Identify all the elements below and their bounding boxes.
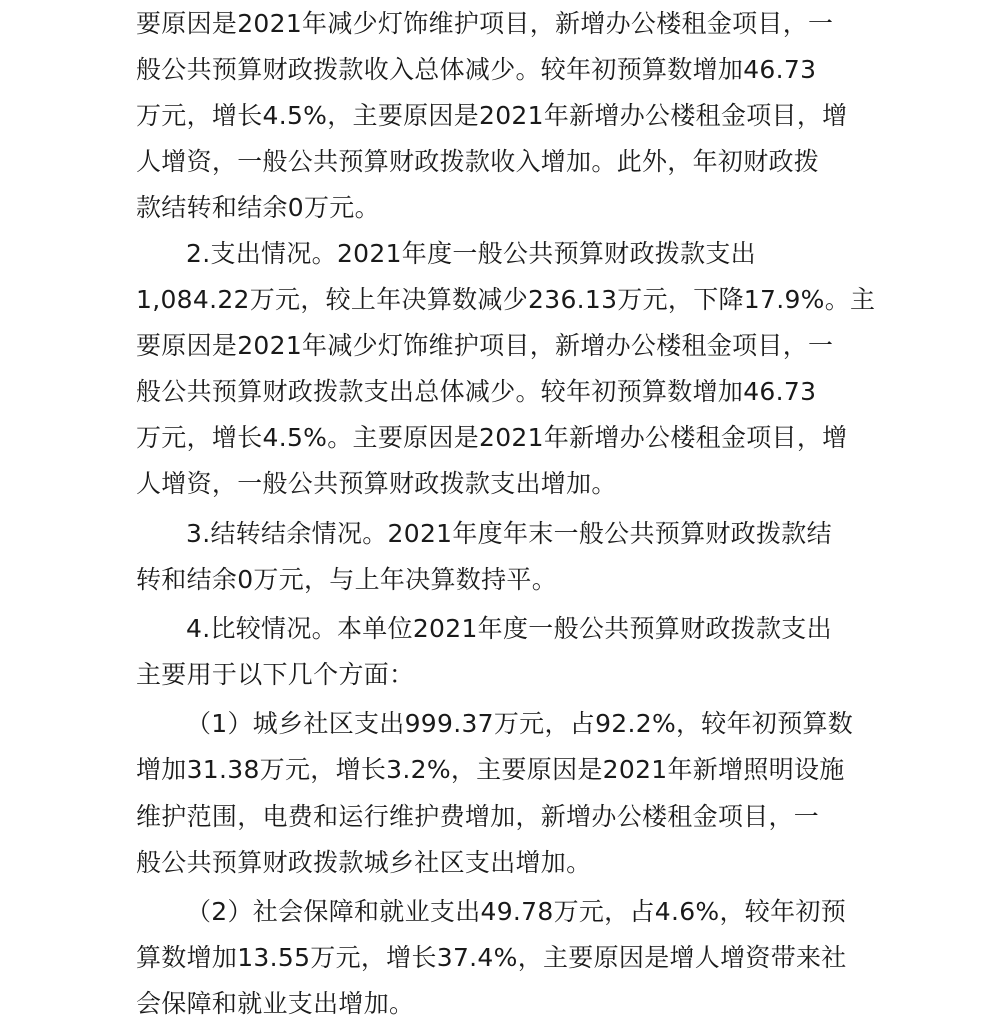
list-item-urban-rural: （1）城乡社区支出999.37万元，占92.2%，较年初预算数: [186, 709, 854, 738]
paragraph-heading-carryover: 3.结转结余情况。2021年度年末一般公共预算财政拨款结: [186, 519, 832, 548]
text-line: 会保障和就业支出增加。: [136, 989, 415, 1018]
text-line: 增加31.38万元，增长3.2%，主要原因是2021年新增照明设施: [136, 755, 845, 784]
list-item-social-security: （2）社会保障和就业支出49.78万元，占4.6%，较年初预: [186, 897, 846, 926]
text-line: 主要用于以下几个方面：: [136, 660, 415, 689]
text-line: 人增资，一般公共预算财政拨款收入增加。此外，年初财政拨: [136, 147, 820, 176]
text-line: 款结转和结余0万元。: [136, 193, 380, 222]
text-line: 人增资，一般公共预算财政拨款支出增加。: [136, 469, 617, 498]
text-line: 万元，增长4.5%，主要原因是2021年新增办公楼租金项目，增: [136, 101, 848, 130]
paragraph-heading-expenditure: 2.支出情况。2021年度一般公共预算财政拨款支出: [186, 239, 756, 268]
text-line: 转和结余0万元，与上年决算数持平。: [136, 565, 558, 594]
text-line: 算数增加13.55万元，增长37.4%，主要原因是增人增资带来社: [136, 943, 847, 972]
text-line: 要原因是2021年减少灯饰维护项目，新增办公楼租金项目，一: [136, 9, 834, 38]
text-line: 维护范围，电费和运行维护费增加，新增办公楼租金项目，一: [136, 802, 820, 831]
text-line: 般公共预算财政拨款城乡社区支出增加。: [136, 848, 592, 877]
text-line: 1,084.22万元，较上年决算数减少236.13万元，下降17.9%。主: [136, 285, 876, 314]
text-line: 万元，增长4.5%。主要原因是2021年新增办公楼租金项目，增: [136, 423, 848, 452]
text-line: 要原因是2021年减少灯饰维护项目，新增办公楼租金项目，一: [136, 331, 834, 360]
text-line: 般公共预算财政拨款收入总体减少。较年初预算数增加46.73: [136, 55, 817, 84]
text-line: 般公共预算财政拨款支出总体减少。较年初预算数增加46.73: [136, 377, 817, 406]
paragraph-heading-comparison: 4.比较情况。本单位2021年度一般公共预算财政拨款支出: [186, 614, 832, 643]
